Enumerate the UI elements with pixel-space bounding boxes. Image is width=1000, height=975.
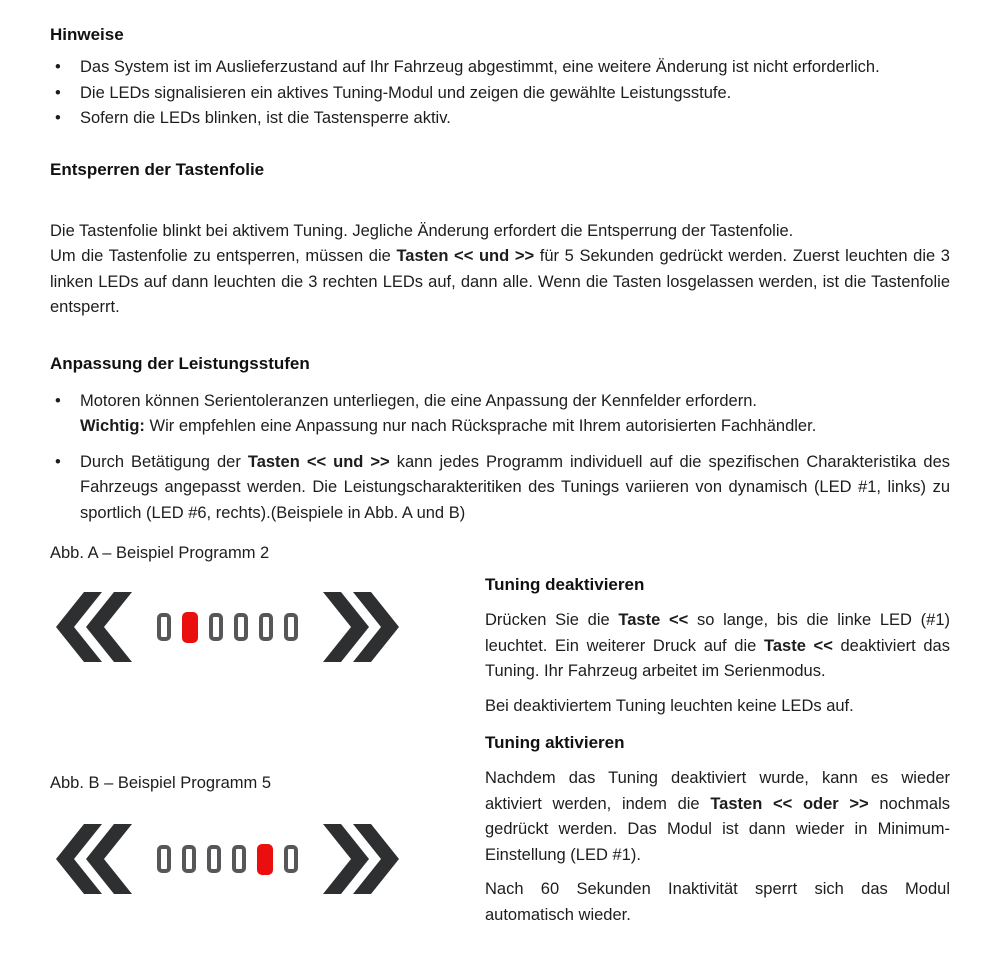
led-strip — [157, 844, 298, 875]
wichtig-label: Wichtig: — [80, 417, 145, 435]
bullet-icon: • — [55, 391, 61, 410]
text-segment: Drücken Sie die — [485, 611, 619, 629]
right-text-column — [485, 574, 950, 928]
double-chevron-left-icon — [56, 824, 132, 894]
led-inactive — [207, 845, 221, 873]
deaktivieren-paragraph-1 — [485, 608, 950, 685]
bold-tasten-label: Tasten << oder >> — [710, 794, 869, 813]
bold-taste-label: Taste << — [618, 611, 689, 629]
anpassung-list — [50, 389, 950, 527]
list-item — [50, 55, 950, 81]
aktivieren-paragraph-2: Nach 60 Sekunden Inaktivität sperrt sich das Modul automatisch wieder. — [485, 880, 950, 924]
bullet-icon: • — [55, 83, 61, 102]
bullet-icon: • — [55, 58, 61, 76]
text-segment: so lange, bis die linke LED (#1) leuchtet. Ein weiterer Druck auf die — [485, 611, 951, 655]
double-chevron-right-icon — [323, 592, 399, 662]
tuning-aktivieren-heading: Tuning aktivieren — [485, 733, 625, 752]
bold-tasten-label: Tasten << und >> — [396, 247, 535, 265]
text-segment: für 5 Sekunden gedrückt werden. Zuerst leuchten die 3 linken LEDs auf dann leuchten die 3 rechten LEDs auf, dann alle. Wenn die Tasten losgelassen werden, ist die Tastenfolie entsperrt. — [50, 247, 950, 316]
anpassung-bullet-1 — [80, 389, 950, 440]
text-segment: Durch Betätigung der — [80, 452, 248, 471]
text-segment: Nachdem das Tuning deaktiviert wurde, kann es wieder aktiviert werden, indem die — [485, 769, 950, 813]
led-active — [257, 844, 273, 875]
bullet-icon: • — [55, 109, 61, 127]
bold-tasten-label: Tasten << und >> — [247, 452, 390, 471]
text-segment: nochmals gedrückt werden. Das Modul ist dann wieder in Minimum-Einstellung (LED #1). — [485, 794, 950, 864]
entsperren-paragraph-2 — [50, 244, 950, 321]
deaktivieren-paragraph-2: Bei deaktiviertem Tuning leuchten keine LEDs auf. — [485, 696, 854, 715]
anpassung-bullet-2 — [80, 450, 950, 527]
hinweise-bullet-2: Die LEDs signalisieren ein aktives Tuning-Modul und zeigen die gewählte Leistungsstufe. — [80, 83, 732, 102]
double-chevron-right-icon — [323, 824, 399, 894]
entsperren-paragraph-1: Die Tastenfolie blinkt bei aktivem Tuning. Jegliche Änderung erfordert die Entsperrung der Tastenfolie. — [50, 221, 794, 240]
led-inactive — [157, 613, 171, 641]
hinweise-bullet-1: Das System ist im Auslieferzustand auf Ihr Fahrzeug abgestimmt, eine weitere Änderung ist nicht erforderlich. — [80, 58, 880, 76]
figure-b-led-display — [56, 824, 399, 894]
led-inactive — [157, 845, 171, 873]
entsperren-heading: Entsperren der Tastenfolie — [50, 159, 265, 179]
list-item — [50, 450, 950, 527]
hinweise-heading: Hinweise — [50, 25, 124, 44]
hinweise-bullet-3: Sofern die LEDs blinken, ist die Tastensperre aktiv. — [80, 109, 451, 127]
figure-text-columns — [50, 542, 950, 957]
text-segment: Um die Tastenfolie zu entsperren, müssen die — [50, 247, 397, 265]
led-strip — [157, 612, 298, 643]
led-inactive — [182, 845, 196, 873]
tuning-deaktivieren-heading: Tuning deaktivieren — [485, 575, 645, 594]
led-inactive — [259, 613, 273, 641]
led-inactive — [209, 613, 223, 641]
bullet-icon: • — [55, 452, 61, 471]
list-item — [50, 106, 950, 132]
text-segment: deaktiviert das Tuning. Ihr Fahrzeug arbeitet im Serienmodus. — [485, 636, 950, 680]
led-inactive — [234, 613, 248, 641]
list-item — [50, 81, 950, 107]
anpassung-heading: Anpassung der Leistungsstufen — [50, 353, 310, 373]
hinweise-list — [50, 55, 950, 132]
text-segment: kann jedes Programm individuell auf die spezifischen Charakteristika des Fahrzeugs angepasst werden. Die Leistungscharakteritiken des Tunings variieren von dynamisch (LED #1, links) zu sportlich (LED #6, rechts).(Beispiele in Abb. A und B) — [80, 452, 950, 522]
double-chevron-left-icon — [56, 592, 132, 662]
bold-taste-label: Taste << — [764, 636, 833, 655]
aktivieren-paragraph-1 — [485, 766, 950, 868]
text-segment: Wir empfehlen eine Anpassung nur nach Rücksprache mit Ihrem autorisierten Fachhändler. — [144, 417, 817, 435]
led-inactive — [284, 613, 298, 641]
figure-b-caption: Abb. B – Beispiel Programm 5 — [50, 774, 272, 792]
figure-a-led-display — [56, 592, 399, 662]
led-active — [182, 612, 198, 643]
list-item — [50, 389, 950, 440]
text-segment: Motoren können Serientoleranzen unterliegen, die eine Anpassung der Kennfelder erfordern. — [80, 391, 757, 410]
led-inactive — [232, 845, 246, 873]
figure-a-caption: Abb. A – Beispiel Programm 2 — [50, 544, 270, 562]
led-inactive — [284, 845, 298, 873]
